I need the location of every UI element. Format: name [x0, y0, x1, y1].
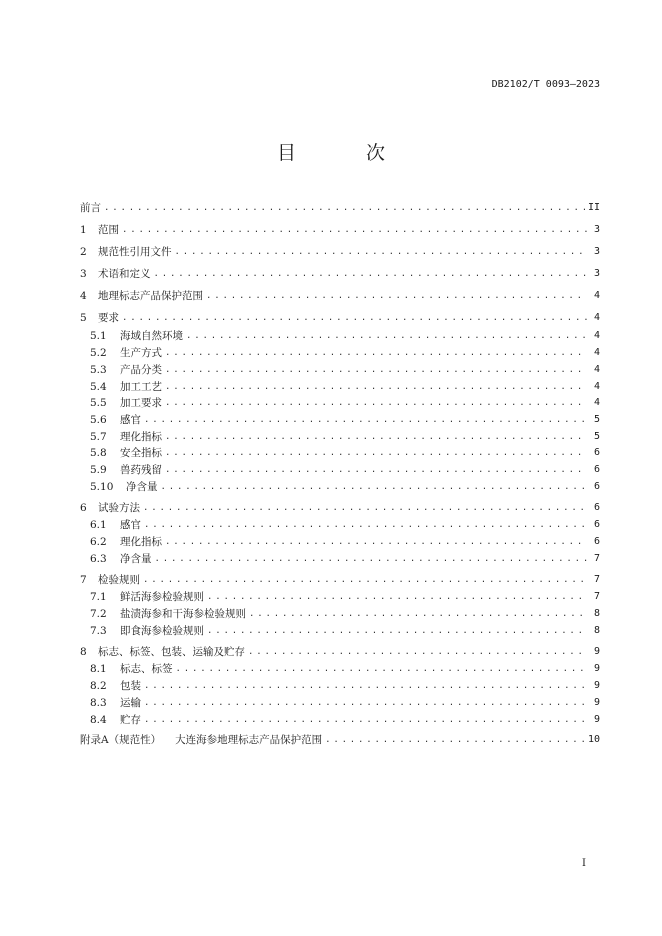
toc-entry-label: 地理标志产品保护范围	[98, 290, 203, 302]
toc-entry-page: 3	[593, 268, 600, 279]
toc-entry-page: 6	[593, 464, 600, 475]
dot-leader	[165, 445, 587, 461]
toc-entry-page: 6	[593, 447, 600, 458]
toc-entry-number: 3	[80, 268, 87, 280]
toc-entry-number: 5.8	[90, 447, 107, 459]
dot-leader	[122, 222, 587, 238]
toc-entry[interactable]	[90, 517, 600, 533]
toc-entry-label: 规范性引用文件	[98, 246, 172, 258]
toc-entry-page: 4	[593, 347, 600, 358]
toc-entry[interactable]	[90, 395, 600, 411]
dot-leader	[325, 732, 585, 748]
toc-entry[interactable]	[90, 589, 600, 605]
dot-leader	[161, 479, 588, 495]
toc-entry-page: 8	[593, 608, 600, 619]
dot-leader	[207, 589, 587, 605]
toc-entry-number: 5.10	[90, 481, 114, 493]
dot-leader	[144, 517, 587, 533]
toc-entry[interactable]	[80, 310, 600, 326]
toc-entry[interactable]	[90, 379, 600, 395]
toc-entry-page: 4	[593, 364, 600, 375]
dot-leader	[154, 266, 588, 282]
toc-entry[interactable]	[90, 678, 600, 694]
toc-entry-number: 8.2	[90, 680, 107, 692]
toc-entry-label: 标志、标签	[120, 663, 173, 675]
dot-leader	[144, 712, 587, 728]
toc-entry-label: 盐渍海参和干海参检验规则	[120, 608, 246, 620]
dot-leader	[122, 310, 587, 326]
toc-entry-page: 7	[593, 591, 600, 602]
toc-entry-label: 术语和定义	[98, 268, 151, 280]
toc-entry-label: 安全指标	[120, 447, 162, 459]
dot-leader	[186, 328, 587, 344]
toc-entry[interactable]	[80, 200, 600, 216]
toc-entry-number: 7.1	[90, 591, 107, 603]
toc-entry-page: II	[587, 202, 600, 213]
toc-entry-number: 5.4	[90, 381, 107, 393]
dot-leader	[143, 500, 587, 516]
dot-leader	[165, 395, 587, 411]
toc-entry[interactable]	[90, 479, 600, 495]
toc-entry[interactable]	[90, 606, 600, 622]
toc-entry-number: 5.1	[90, 330, 107, 342]
toc-entry[interactable]	[90, 362, 600, 378]
toc-entry[interactable]	[80, 572, 600, 588]
toc-entry-label: 加工工艺	[120, 381, 162, 393]
dot-leader	[165, 362, 587, 378]
toc-entry[interactable]	[90, 534, 600, 550]
toc-entry-label: 理化指标	[120, 431, 162, 443]
page-title: 目 次	[276, 142, 418, 164]
toc-entry-number: 6.2	[90, 536, 107, 548]
toc-entry-number: 8	[80, 646, 87, 658]
toc-entry-page: 4	[593, 290, 600, 301]
toc-entry-label: 感官	[120, 519, 141, 531]
toc-entry-number: 5	[80, 312, 87, 324]
toc-entry-number: 5.7	[90, 431, 107, 443]
toc-entry-page: 6	[593, 536, 600, 547]
toc-entry-page: 9	[593, 697, 600, 708]
toc-entry-page: 5	[593, 414, 600, 425]
toc-entry-page: 4	[593, 381, 600, 392]
toc-entry-label: 运输	[120, 697, 141, 709]
toc-entry-label: 检验规则	[98, 574, 140, 586]
toc-entry[interactable]	[90, 661, 600, 677]
dot-leader	[144, 678, 587, 694]
toc-entry[interactable]	[80, 500, 600, 516]
toc-entry-label: 净含量	[126, 481, 158, 493]
dot-leader	[165, 462, 587, 478]
toc-entry[interactable]	[80, 732, 600, 748]
toc-entry-page: 9	[593, 663, 600, 674]
dot-leader	[248, 644, 587, 660]
toc-entry-label: 加工要求	[120, 397, 162, 409]
toc-entry-number: 5.6	[90, 414, 107, 426]
toc-entry-label: 前言	[80, 202, 101, 214]
toc-entry[interactable]	[90, 429, 600, 445]
toc-entry-number: 4	[80, 290, 87, 302]
dot-leader	[144, 412, 587, 428]
toc-entry-page: 6	[593, 519, 600, 530]
toc-entry-number: 5.9	[90, 464, 107, 476]
toc-entry-page: 10	[587, 734, 600, 745]
toc-entry-label: 海域自然环境	[120, 330, 183, 342]
toc-entry[interactable]	[80, 644, 600, 660]
toc-entry-number: 2	[80, 246, 87, 258]
toc-entry-page: 9	[593, 680, 600, 691]
toc-entry[interactable]	[90, 712, 600, 728]
toc-entry-page: 3	[593, 224, 600, 235]
toc-entry-page: 7	[593, 553, 600, 564]
toc-entry-label: 产品分类	[120, 364, 162, 376]
dot-leader	[165, 429, 587, 445]
dot-leader	[249, 606, 587, 622]
toc-entry[interactable]	[90, 345, 600, 361]
toc-entry-number: 8.1	[90, 663, 107, 675]
toc-entry-number: 5.2	[90, 347, 107, 359]
toc-entry[interactable]	[90, 445, 600, 461]
dot-leader	[207, 623, 587, 639]
toc-entry-label: 即食海参检验规则	[120, 625, 204, 637]
dot-leader	[104, 200, 585, 216]
toc-entry-page: 3	[593, 246, 600, 257]
toc-entry[interactable]	[90, 695, 600, 711]
toc-entry-number: 附录A（规范性）	[80, 734, 162, 746]
toc-entry-page: 6	[593, 502, 600, 513]
toc-entry-number: 1	[80, 224, 87, 236]
toc-entry-label: 净含量	[120, 553, 152, 565]
toc-entry[interactable]	[90, 328, 600, 344]
toc-entry-page: 4	[593, 312, 600, 323]
toc-entry-number: 6.3	[90, 553, 107, 565]
dot-leader	[144, 695, 587, 711]
toc-entry[interactable]	[90, 623, 600, 639]
dot-leader	[176, 661, 588, 677]
toc-entry-page: 8	[593, 625, 600, 636]
toc-entry-number: 6	[80, 502, 87, 514]
toc-entry-number: 5.3	[90, 364, 107, 376]
toc-entry-page: 9	[593, 646, 600, 657]
toc-entry-number: 7.3	[90, 625, 107, 637]
footer-page-number: I	[582, 858, 586, 869]
toc-entry-page: 7	[593, 574, 600, 585]
toc-entry-label: 大连海参地理标志产品保护范围	[175, 734, 323, 746]
dot-leader	[175, 244, 588, 260]
toc-entry-label: 标志、标签、包装、运输及贮存	[98, 646, 245, 658]
toc-entry-page: 9	[593, 714, 600, 725]
toc-entry[interactable]	[80, 266, 600, 282]
toc-entry-label: 试验方法	[98, 502, 140, 514]
toc-entry[interactable]	[90, 551, 600, 567]
toc-entry[interactable]	[80, 244, 600, 260]
toc-entry[interactable]	[80, 288, 600, 304]
toc-entry[interactable]	[80, 222, 600, 238]
dot-leader	[165, 534, 587, 550]
toc-entry-number: 8.3	[90, 697, 107, 709]
toc-entry-label: 要求	[98, 312, 119, 324]
toc-entry-label: 感官	[120, 414, 141, 426]
toc-entry-number: 6.1	[90, 519, 107, 531]
toc-entry-label: 包装	[120, 680, 141, 692]
toc-entry-label: 兽药残留	[120, 464, 162, 476]
standard-code: DB2102/T 0093—2023	[491, 79, 600, 90]
toc-entry-page: 6	[593, 481, 600, 492]
toc-entry-page: 4	[593, 330, 600, 341]
toc-entry-number: 8.4	[90, 714, 107, 726]
toc-entry-label: 鲜活海参检验规则	[120, 591, 204, 603]
toc-entry-label: 理化指标	[120, 536, 162, 548]
toc-entry-label: 生产方式	[120, 347, 162, 359]
toc-entry[interactable]	[90, 462, 600, 478]
toc-entry-number: 7	[80, 574, 87, 586]
toc-entry-label: 贮存	[120, 714, 141, 726]
toc-entry-number: 7.2	[90, 608, 107, 620]
dot-leader	[143, 572, 587, 588]
dot-leader	[165, 345, 587, 361]
toc-entry[interactable]	[90, 412, 600, 428]
dot-leader	[155, 551, 588, 567]
dot-leader	[206, 288, 587, 304]
toc-entry-page: 5	[593, 431, 600, 442]
toc-entry-page: 4	[593, 397, 600, 408]
toc-entry-number: 5.5	[90, 397, 107, 409]
dot-leader	[165, 379, 587, 395]
toc-entry-label: 范围	[98, 224, 119, 236]
